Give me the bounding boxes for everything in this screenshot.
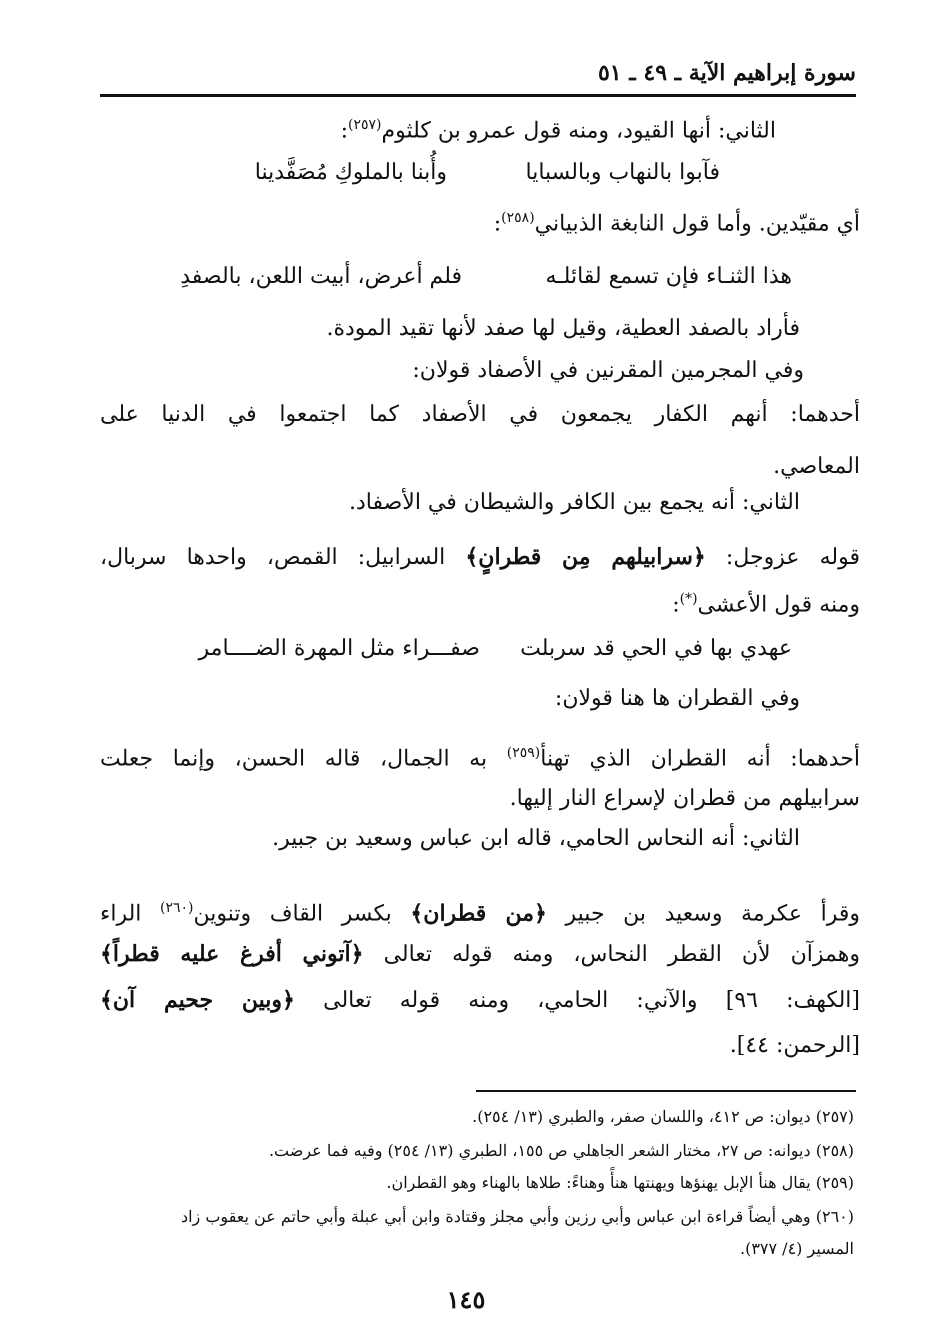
- paragraph: وفي القطران ها هنا قولان:: [554, 686, 800, 711]
- paragraph: فأراد بالصفد العطية، وقيل لها صفد لأنها تقيد المودة.: [326, 316, 800, 341]
- paragraph: أي مقيّدين. وأما قول النابغة الذبياني$^{(٢٥٨)}$:: [493, 210, 860, 237]
- footnote: (٢٥٨) ديوانه: ص ٢٧، مختار الشعر الجاهلي ص ١٥٥، الطبري (١٣/ ٢٥٤) وفيه فما عرضت.: [268, 1141, 854, 1160]
- paragraph: الثاني: أنه يجمع بين الكافر والشيطان في الأصفاد.: [348, 490, 800, 515]
- footnote-ref: (*): [679, 591, 698, 607]
- running-header: [100, 58, 856, 97]
- footnote-ref: (٢٥٨): [501, 210, 535, 226]
- quran-quote: ﴿آتوني أفرغ عليه قطراً﴾: [100, 941, 364, 967]
- quran-quote: ﴿من قطران﴾: [410, 900, 547, 927]
- paragraph: الثاني: أنه النحاس الحامي، قاله ابن عباس وسعيد بن جبير.: [272, 826, 800, 851]
- footnote-ref: (٢٥٧): [348, 117, 382, 133]
- document-page: سورة إبراهيم الآية ـ ٤٩ ـ ٥١ الثاني: أنها القيود، ومنه قول عمرو بن كلثوم$^{(٢٥٧)}$: فآبوا بالنهاب وبالسبايا وأُبنا بالملوكِ مُصَفَّدينا أي مقيّدين. وأما قول النابغة الذبياني$^{(٢٥٨)}$: هذا الثنـاء فإن تسمع لقائلـه فلم أعرض، أبيت اللعن، بالصفدِ فأراد بالصفد العطية، وقيل لها صفد لأنها تقيد المودة. وفي المجرمين المقرنين في الأصفاد قولان: أحدهما: أنهم الكفار يجمعون في الأصفاد كما اجتمعوا في الدنيا على المعاصي. الثاني: أنه يجمع بين الكافر والشيطان في الأصفاد. قوله عزوجل: ﴿سرابيلهم مِن قطرانٍ﴾ السرابيل: القمص، واحدها سربال، ومنه قول الأعشى(*): عهدي بها في الحي قد سربلت صفـــراء مثل المهرة الضــــامر وفي القطران ها هنا قولان: أحدهما: أنه القطران الذي تهنأ$^{(٢٥٩)}$ به الجمال، قاله الحسن، وإنما جعلت سرابيلهم من قطران لإسراع النار إليها. الثاني: أنه النحاس الحامي، قاله ابن عباس وسعيد بن جبير. وقرأ عكرمة وسعيد بن جبير ﴿من قطران﴾ بكسر القاف وتنوين$^{(٢٦٠)}$ الراء وهمزآن لأن القطر النحاس، ومنه قوله تعالى ﴿آتوني أفرغ عليه قطراً﴾ [الكهف: ٩٦] والآني: الحامي، ومنه قوله تعالى ﴿وبين جحيم آن﴾ [الرحمن: ٤٤]. (٢٥٧) ديوان: ص ٤١٢، واللسان صفر، والطبري (١٣/ ٢٥٤). (٢٥٨) ديوانه: ص ٢٧، مختار الشعر الجاهلي ص ١٥٥، الطبري (١٣/ ٢٥٤) وفيه فما عرضت. (٢٥٩) يقال هنأ الإبل يهنؤها ويهنتها هنأً وهناءً: طلاها بالهناء وهو القطران. (٢٦٠) وهي أيضاً قراءة ابن عباس وأبي رزين وأبي مجلز وقتادة وابن أبي عبلة وأبي حاتم عن يعقوب زاد المسير (٤/ ٣٧٧). ١٤٥: [0, 0, 932, 1337]
- header-title: سورة إبراهيم الآية ـ ٤٩ ـ ٥١: [597, 60, 856, 86]
- verse-hemistich: وأُبنا بالملوكِ مُصَفَّدينا: [254, 160, 447, 185]
- footnote: (٢٥٩) يقال هنأ الإبل يهنؤها ويهنتها هنأً وهناءً: طلاها بالهناء وهو القطران.: [386, 1173, 854, 1192]
- verse-hemistich: صفـــراء مثل المهرة الضــــامر: [198, 636, 480, 661]
- footnote-separator: [476, 1090, 856, 1092]
- verse-hemistich: عهدي بها في الحي قد سربلت: [520, 636, 792, 661]
- footnote: (٢٦٠) وهي أيضاً قراءة ابن عباس وأبي رزين وأبي مجلز وقتادة وابن أبي عبلة وأبي حاتم عن يعقوب زاد: [180, 1207, 854, 1226]
- paragraph: الثاني: أنها القيود، ومنه قول عمرو بن كلثوم$^{(٢٥٧)}$:: [340, 117, 776, 144]
- quran-quote: ﴿وبين جحيم آن﴾: [100, 987, 295, 1013]
- footnote: (٢٥٧) ديوان: ص ٤١٢، واللسان صفر، والطبري (١٣/ ٢٥٤).: [472, 1107, 854, 1126]
- verse-hemistich: فلم أعرض، أبيت اللعن، بالصفدِ: [180, 264, 462, 289]
- footnote-ref: (٢٦٠): [160, 900, 194, 916]
- page-number: ١٤٥: [446, 1285, 486, 1314]
- quran-quote: ﴿سرابيلهم مِن قطرانٍ﴾: [465, 544, 706, 570]
- footnote-ref: (٢٥٩): [506, 745, 541, 761]
- paragraph: وفي المجرمين المقرنين في الأصفاد قولان:: [412, 358, 804, 383]
- verse-hemistich: هذا الثنـاء فإن تسمع لقائلـه: [545, 264, 792, 289]
- footnote: المسير (٤/ ٣٧٧).: [739, 1239, 854, 1258]
- verse-hemistich: فآبوا بالنهاب وبالسبايا: [525, 160, 720, 185]
